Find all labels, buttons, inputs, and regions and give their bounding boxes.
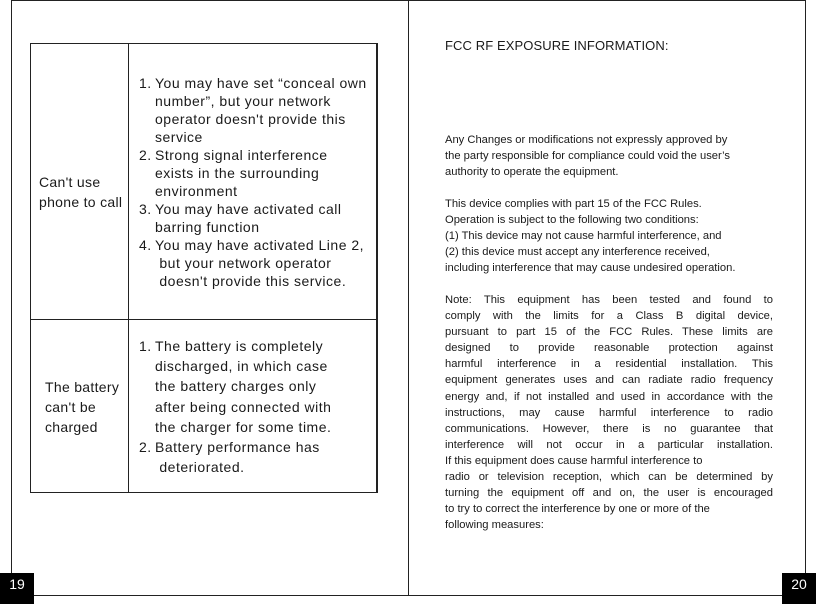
cause-item <box>139 200 367 236</box>
cause-line: the battery charges only <box>155 378 317 395</box>
cause-line: Battery performance has <box>155 439 320 456</box>
problem-cell-call <box>39 172 122 212</box>
cause-line: You may have set “conceal own <box>155 75 367 91</box>
paragraph-line: designed to provide reasonable protection against <box>445 342 773 355</box>
page-number-right: 20 <box>782 573 816 604</box>
problem-line: charged <box>45 419 98 435</box>
cause-line: You may have activated Line 2, <box>155 237 365 253</box>
cause-number: 2. <box>139 147 152 163</box>
causes-list-battery <box>139 336 331 477</box>
cause-number: 4. <box>139 237 152 253</box>
paragraph-line: communications. However, there is no guarantee that <box>445 422 773 435</box>
cause-line: Strong signal interference <box>155 147 328 163</box>
cause-line: doesn't provide this service. <box>155 273 347 289</box>
problem-line: phone to call <box>39 194 123 210</box>
cause-line: the charger for some time. <box>155 418 332 435</box>
paragraph-line: pursuant to part 15 of the FCC Rules. These limits are <box>445 326 773 339</box>
paragraph-line: Note: This equipment has been tested and found to <box>445 294 773 306</box>
cause-item <box>139 146 367 200</box>
cause-line: deteriorated. <box>155 459 245 476</box>
paragraph-line: Operation is subject to the following two conditions: <box>445 214 699 227</box>
cause-number: 1. <box>139 75 152 91</box>
problem-cell-battery <box>45 377 119 437</box>
paragraph-line: equipment generates uses and can radiate radio frequency <box>445 374 773 387</box>
paragraph-line: comply with the limits for a Class B digital device, <box>445 310 773 323</box>
problem-line: The battery <box>45 379 120 395</box>
paragraph-line: authority to operate the equipment. <box>445 166 619 179</box>
problem-line: Can't use <box>39 174 101 190</box>
cause-number: 2. <box>139 439 152 456</box>
fcc-paragraph-compliance <box>445 196 780 276</box>
cause-number: 3. <box>139 201 152 217</box>
causes-list-call <box>139 74 367 290</box>
problem-line: can't be <box>45 399 96 415</box>
paragraph-line: following measures: <box>445 519 544 532</box>
cause-line: but your network operator <box>155 255 332 271</box>
paragraph-line: (1) This device may not cause harmful interference, and <box>445 230 722 243</box>
cause-line: environment <box>155 183 238 199</box>
table-top-border <box>31 43 376 44</box>
cause-number: 1. <box>139 338 152 354</box>
cause-line: barring function <box>155 219 260 235</box>
paragraph-line: turning the equipment off and on, the user is encouraged <box>445 487 773 500</box>
paragraph-line: harmful interference in a residential installation. This <box>445 358 773 371</box>
cause-item <box>139 236 367 290</box>
paragraph-line: the party responsible for compliance could void the user’s <box>445 150 731 163</box>
paragraph-line: instructions, may cause harmful interference to radio <box>445 406 773 419</box>
cause-line: service <box>155 129 203 145</box>
cause-item <box>139 336 331 437</box>
cause-line: number”, but your network <box>155 93 331 109</box>
fcc-section-title: FCC RF EXPOSURE INFORMATION: <box>445 38 669 53</box>
table-row-divider <box>31 319 376 320</box>
paragraph-line: energy and, if not installed and used in accordance with the <box>445 390 773 403</box>
paragraph-line: This device complies with part 15 of the FCC Rules. <box>445 198 702 210</box>
cause-line: after being connected with <box>155 398 332 415</box>
paragraph-line: radio or television reception, which can be determined by <box>445 471 773 484</box>
cause-item <box>139 437 331 477</box>
troubleshooting-table <box>30 43 378 493</box>
paragraph-line: to try to correct the interference by one or more of the <box>445 503 710 516</box>
cause-line: You may have activated call <box>155 201 342 217</box>
table-bottom-border <box>31 492 376 493</box>
paragraph-line: interference will not occur in a particular installation. <box>445 438 773 451</box>
paragraph-line: (2) this device must accept any interference received, <box>445 246 710 259</box>
paragraph-line: Any Changes or modifications not expressly approved by <box>445 134 728 146</box>
table-column-divider <box>128 43 129 493</box>
paragraph-line: including interference that may cause undesired operation. <box>445 262 736 275</box>
cause-line: discharged, in which case <box>155 358 328 375</box>
cause-item <box>139 74 367 146</box>
fcc-paragraph-modifications <box>445 132 780 180</box>
cause-line: operator doesn't provide this <box>155 111 346 127</box>
paragraph-line: If this equipment does cause harmful interference to <box>445 454 703 467</box>
cause-line: The battery is completely <box>155 338 324 354</box>
page-number-left: 19 <box>0 573 34 604</box>
fcc-paragraph-note <box>445 292 773 533</box>
cause-line: exists in the surrounding <box>155 165 320 181</box>
